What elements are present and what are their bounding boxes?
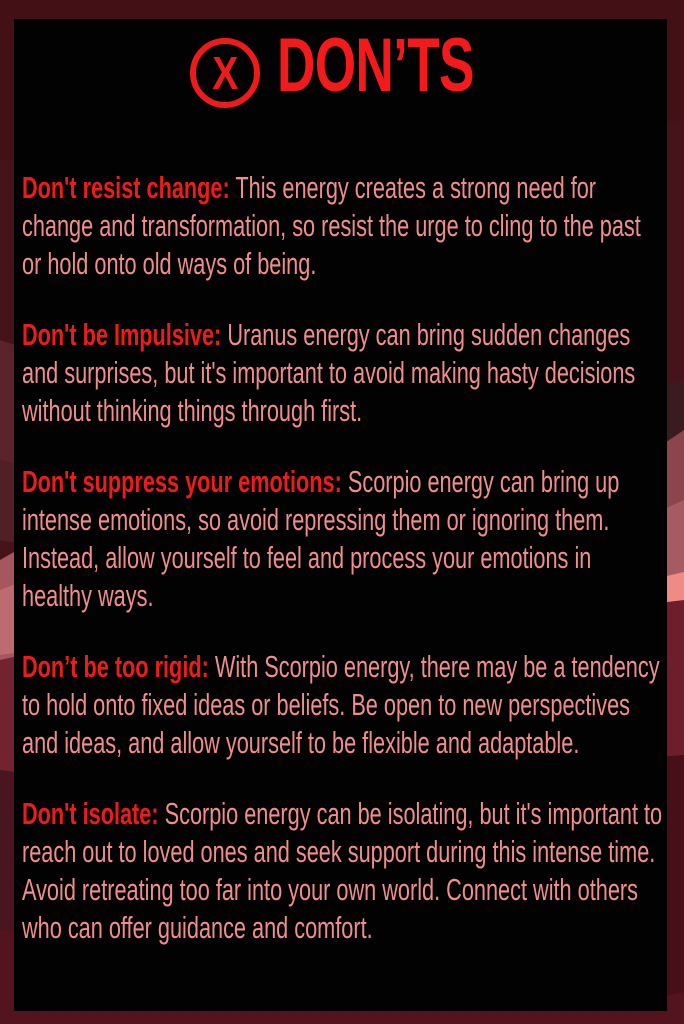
- page-title-text: DON’TS: [277, 23, 474, 108]
- title-row: [190, 23, 558, 111]
- page-title: [277, 23, 558, 118]
- dont-section-impulsive: [22, 316, 666, 430]
- dont-heading: Don't isolate:: [22, 796, 159, 831]
- dont-heading: Don't be Impulsive:: [22, 317, 222, 352]
- dont-heading: Don't resist change:: [22, 170, 230, 205]
- dont-section-isolate: [22, 795, 666, 947]
- dont-section-suppress-emotions: [22, 463, 666, 615]
- circled-x-icon: [190, 38, 260, 108]
- dont-section-resist-change: [22, 169, 666, 283]
- dont-heading: Don't suppress your emotions:: [22, 464, 342, 499]
- dont-body: This energy creates a strong need for change and transformation, so resist the urge to cling to the past or hold onto old ways of being.: [22, 170, 641, 281]
- sections-container: [22, 169, 666, 980]
- dont-body: With Scorpio energy, there may be a tendency to hold onto fixed ideas or beliefs. Be open to new perspectives and ideas, and allow yourself to be flexible and adaptable.: [22, 649, 660, 760]
- dont-heading: Don’t be too rigid:: [22, 649, 209, 684]
- dont-body: Scorpio energy can bring up intense emotions, so avoid repressing them or ignoring them. Instead, allow yourself to feel and process your emotions in healthy ways.: [22, 464, 620, 613]
- dont-section-too-rigid: [22, 648, 666, 762]
- content-panel: [14, 19, 667, 1011]
- dont-body: Uranus energy can bring sudden changes and surprises, but it's important to avoid making hasty decisions without thinking things through first.: [22, 317, 636, 428]
- x-glyph: X: [211, 47, 239, 99]
- dont-body: Scorpio energy can be isolating, but it's important to reach out to loved ones and seek support during this intense time. Avoid retreating too far into your own world. Connect with others who can offer guidance and comfort.: [22, 796, 663, 945]
